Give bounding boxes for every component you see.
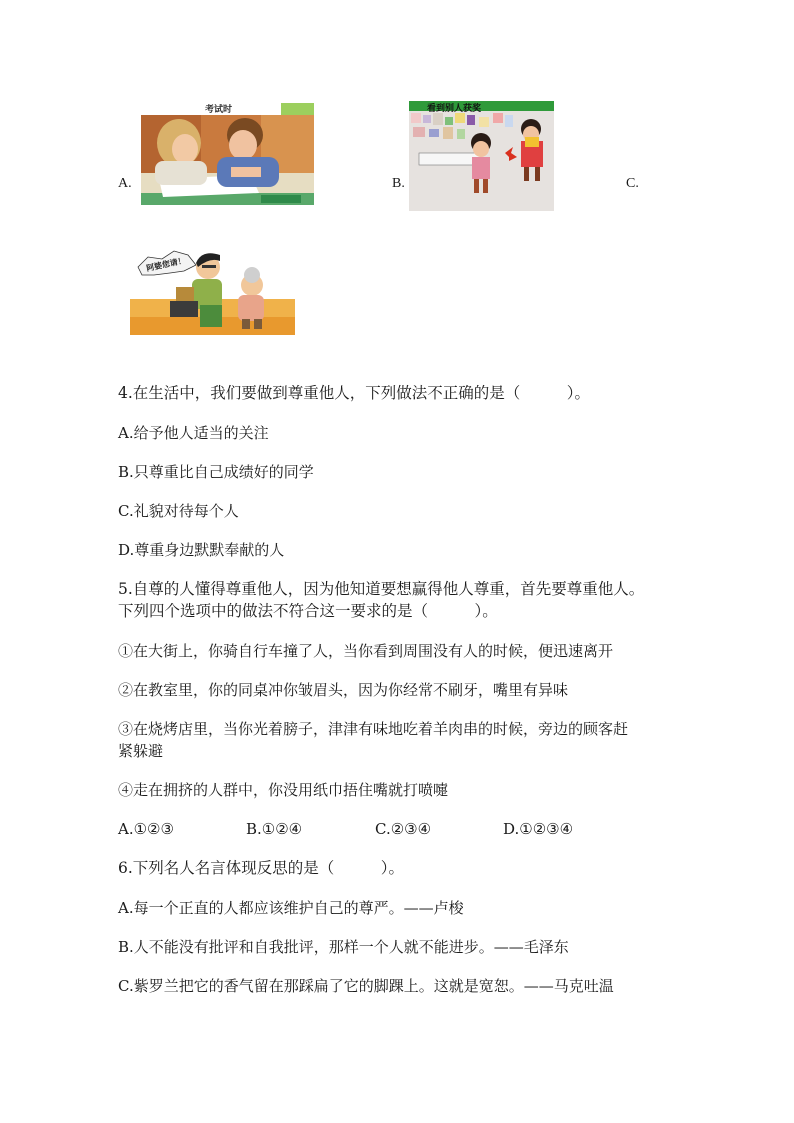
question-4-stem: 4.在生活中，我们要做到尊重他人，下列做法不正确的是（ ）。 — [118, 384, 591, 402]
question-5-choice-b: B.①②④ — [246, 820, 303, 838]
image-c-speech: 阿婆您请！ — [145, 255, 187, 274]
question-5-stem-line2: 下列四个选项中的做法不符合这一要求的是（ ）。 — [118, 602, 498, 620]
award-scene-image — [409, 101, 554, 211]
question-5-stem-line1: 5.自尊的人懂得尊重他人，因为他知道要想赢得他人尊重，首先要尊重他人。 — [118, 580, 645, 598]
question-5-choice-d: D.①②③④ — [503, 820, 574, 838]
courtesy-cartoon-image — [130, 237, 295, 335]
question-4-option-a: A.给予他人适当的关注 — [118, 424, 269, 442]
question-5-item-4: ④走在拥挤的人群中，你没用纸巾捂住嘴就打喷嚏 — [118, 781, 449, 799]
option-c-label: C. — [626, 176, 639, 191]
option-b-label: B. — [392, 176, 405, 191]
question-6-option-a: A.每一个正直的人都应该维护自己的尊严。——卢梭 — [118, 899, 464, 917]
question-6-stem: 6.下列名人名言体现反思的是（ ）。 — [118, 859, 405, 877]
option-a-label: A. — [118, 176, 132, 191]
question-5-item-3-cont: 紧躲避 — [118, 742, 164, 760]
image-b-caption: 看到别人获奖 — [427, 104, 482, 114]
question-6-option-c: C.紫罗兰把它的香气留在那踩扁了它的脚踝上。这就是宽恕。——马克吐温 — [118, 977, 614, 995]
question-5-choice-c: C.②③④ — [375, 820, 432, 838]
question-4-option-b: B.只尊重比自己成绩好的同学 — [118, 463, 314, 481]
question-5-item-2: ②在教室里，你的同桌冲你皱眉头，因为你经常不刷牙，嘴里有异味 — [118, 681, 569, 699]
question-5-item-3: ③在烧烤店里，当你光着膀子，津津有味地吃着羊肉串的时候，旁边的顾客赶 — [118, 720, 629, 738]
question-5-item-1: ①在大街上，你骑自行车撞了人，当你看到周围没有人的时候，便迅速离开 — [118, 642, 614, 660]
question-5-choice-a: A.①②③ — [118, 820, 174, 838]
image-a-caption: 考试时 — [205, 105, 233, 115]
question-4-option-d: D.尊重身边默默奉献的人 — [118, 541, 285, 559]
question-6-option-b: B.人不能没有批评和自我批评，那样一个人就不能进步。——毛泽东 — [118, 938, 569, 956]
exam-scene-image — [141, 101, 314, 205]
question-4-option-c: C.礼貌对待每个人 — [118, 502, 239, 520]
